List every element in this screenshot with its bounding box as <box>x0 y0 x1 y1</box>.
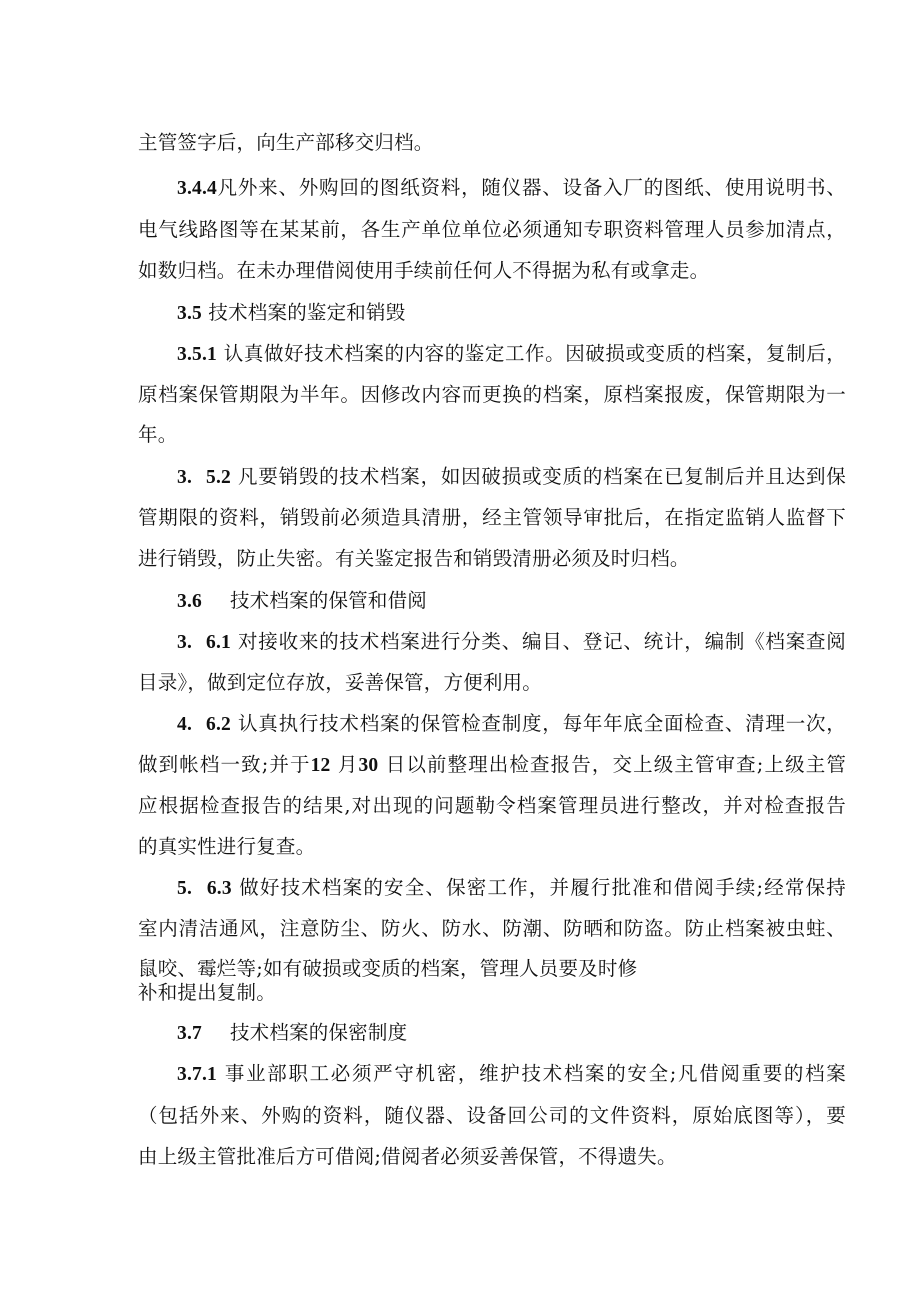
text: （包括外来、外购的资料，随仪器、设备回公司的文件资料，原始底图等），要 <box>138 1104 846 1127</box>
text: 由上级主管批准后方可借阅;借阅者必须妥善保管，不得遗失。 <box>138 1145 677 1168</box>
clause-number: 3.5.1 <box>177 344 217 365</box>
paragraph-line <box>138 1104 846 1128</box>
clause-6-2 <box>177 712 846 737</box>
text: 凡要销毁的技术档案，如因破损或变质的档案在已复制后并且达到保 <box>238 465 846 488</box>
paragraph-line <box>138 506 846 530</box>
paragraph-line <box>138 794 846 818</box>
clause-number: 3.4.4 <box>177 178 217 199</box>
paragraph-line <box>138 1145 677 1169</box>
section-number: 3.5 <box>177 303 202 324</box>
text: 月 <box>337 753 359 776</box>
section-heading-3-5 <box>177 301 405 326</box>
date-number: 30 <box>358 755 379 776</box>
section-title: 技术档案的保密制度 <box>229 1021 408 1044</box>
clause-3-4-4 <box>177 176 846 201</box>
paragraph-line <box>138 957 637 981</box>
clause-number: 5. <box>177 878 193 899</box>
date-number: 12 <box>310 755 331 776</box>
text: 进行销毁，防止失密。有关鉴定报告和销毁清册必须及时归档。 <box>138 547 690 570</box>
paragraph-line <box>138 423 177 447</box>
paragraph-line <box>138 835 315 859</box>
clause-3-5-1 <box>177 342 846 367</box>
clause-3-6-1 <box>177 630 846 655</box>
clause-3-5-2 <box>177 465 846 490</box>
text: 管期限的资料，销毁前必须造具清册，经主管领导审批后，在指定监销人监督下 <box>138 506 846 529</box>
text: 对接收来的技术档案进行分类、编目、登记、统计，编制《档案查阅 <box>238 630 846 653</box>
clause-number: 3. <box>177 632 193 653</box>
text: 认真做好技术档案的内容的鉴定工作。因破损或变质的档案，复制后， <box>223 342 847 365</box>
paragraph-line <box>138 753 846 778</box>
text: 目录》，做到定位存放，妥善保管，方便利用。 <box>138 671 542 694</box>
text: 年。 <box>138 423 178 446</box>
text: 主管签字后，向生产部移交归档。 <box>138 131 434 154</box>
text: 补和提出复制。 <box>138 981 276 1004</box>
text: 如数归档。在未办理借阅使用手续前任何人不得据为私有或拿走。 <box>138 259 710 282</box>
paragraph-line <box>138 259 709 283</box>
text: 的真实性进行复查。 <box>138 835 316 858</box>
text: 鼠咬、霉烂等;如有破损或变质的档案，管理人员要及时修 <box>138 957 638 980</box>
text: 电气线路图等在某某前，各生产单位单位必须通知专职资料管理人员参加清点， <box>138 218 846 241</box>
paragraph-line <box>138 671 542 695</box>
section-number: 3.7 <box>177 1023 202 1044</box>
clause-6-3 <box>177 876 846 901</box>
text: 做好技术档案的安全、保密工作，并履行批准和借阅手续;经常保持 <box>239 876 846 899</box>
paragraph-line <box>138 547 690 571</box>
section-title: 技术档案的鉴定和销毁 <box>208 301 406 324</box>
text: 认真执行技术档案的保管检查制度，每年年底全面检查、清理一次， <box>238 712 846 735</box>
clause-number: 5.2 <box>206 467 231 488</box>
section-heading-3-7 <box>177 1021 407 1046</box>
text: 做到帐档一致;并于 <box>138 753 311 776</box>
paragraph-line <box>138 218 846 242</box>
text: 凡外来、外购回的图纸资料，随仪器、设备入厂的图纸、使用说明书、 <box>217 176 846 199</box>
text: 事业部职工必须严守机密，维护技术档案的安全;凡借阅重要的档案 <box>224 1062 846 1085</box>
clause-number: 4. <box>177 714 193 735</box>
clause-number: 6.3 <box>206 878 232 899</box>
section-heading-3-6 <box>177 589 427 614</box>
clause-number: 3.7.1 <box>177 1064 217 1085</box>
paragraph-line <box>138 981 276 1005</box>
clause-number: 6.1 <box>206 632 231 653</box>
paragraph-line <box>138 131 434 155</box>
text: 原档案保管期限为半年。因修改内容而更换的档案，原档案报废，保管期限为一 <box>138 383 846 406</box>
clause-number: 6.2 <box>206 714 231 735</box>
paragraph-line <box>138 383 846 407</box>
text: 室内清洁通风，注意防尘、防火、防水、防潮、防晒和防盗。防止档案被虫蛀、 <box>138 917 846 940</box>
text: 日以前整理出检查报告，交上级主管审查;上级主管 <box>385 753 847 776</box>
clause-number: 3. <box>177 467 193 488</box>
paragraph-line <box>138 917 846 941</box>
section-number: 3.6 <box>177 591 202 612</box>
clause-3-7-1 <box>177 1062 846 1087</box>
section-title: 技术档案的保管和借阅 <box>229 589 427 612</box>
text: 应根据检查报告的结果,对出现的问题勒令档案管理员进行整改，并对检查报告 <box>138 794 846 817</box>
